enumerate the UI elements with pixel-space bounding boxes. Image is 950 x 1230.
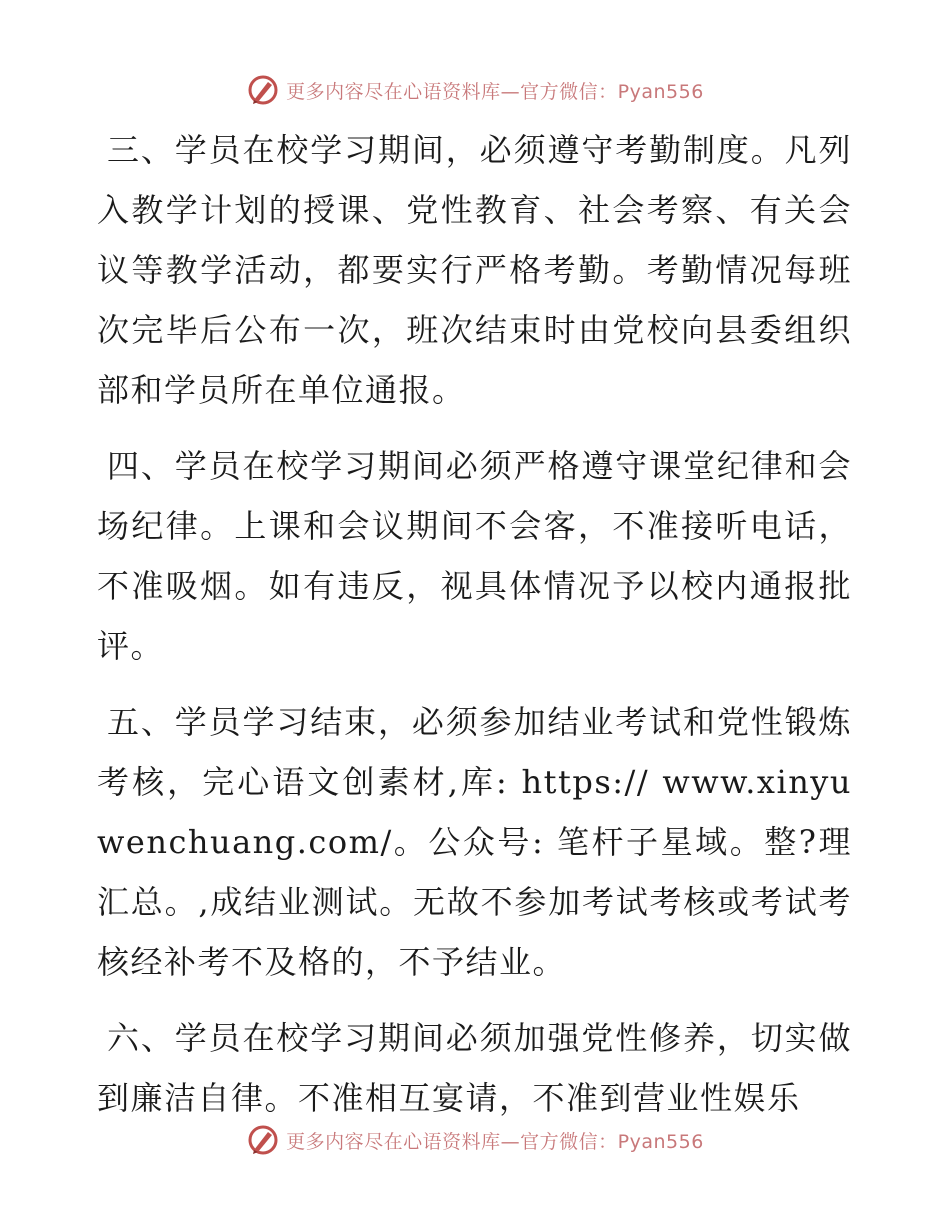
watermark-text: 更多内容尽在心语资料库—官方微信：Pyan556	[286, 1130, 704, 1153]
paragraph-3: 三、学员在校学习期间，必须遵守考勤制度。凡列入教学计划的授课、党性教育、社会考察、有关会议等教学活动，都要实行严格考勤。考勤情况每班次完毕后公布一次，班次结束时由党校向县委组织部和学员所在单位通报。	[97, 131, 852, 409]
header-watermark	[0, 70, 950, 110]
pen-circle-logo-icon	[246, 1123, 280, 1157]
document-body	[97, 120, 852, 1144]
footer-watermark	[0, 1120, 950, 1160]
paragraph-5: 五、学员学习结束，必须参加结业考试和党性锻炼考核，完心语文创素材,库: https:// www.xinyuwenchuang.com/。公众号: 笔杆子星域。整?理汇总。,成结业测试。无故不参加考试考核或考试考核经补考不及格的，不予结业。	[97, 703, 852, 981]
watermark-text: 更多内容尽在心语资料库—官方微信：Pyan556	[286, 80, 704, 103]
pen-circle-logo-icon	[246, 73, 280, 107]
paragraph-6: 六、学员在校学习期间必须加强党性修养，切实做到廉洁自律。不准相互宴请，不准到营业性娱乐	[97, 1019, 852, 1117]
paragraph-4: 四、学员在校学习期间必须严格遵守课堂纪律和会场纪律。上课和会议期间不会客，不准接听电话，不准吸烟。如有违反，视具体情况予以校内通报批评。	[97, 447, 852, 665]
